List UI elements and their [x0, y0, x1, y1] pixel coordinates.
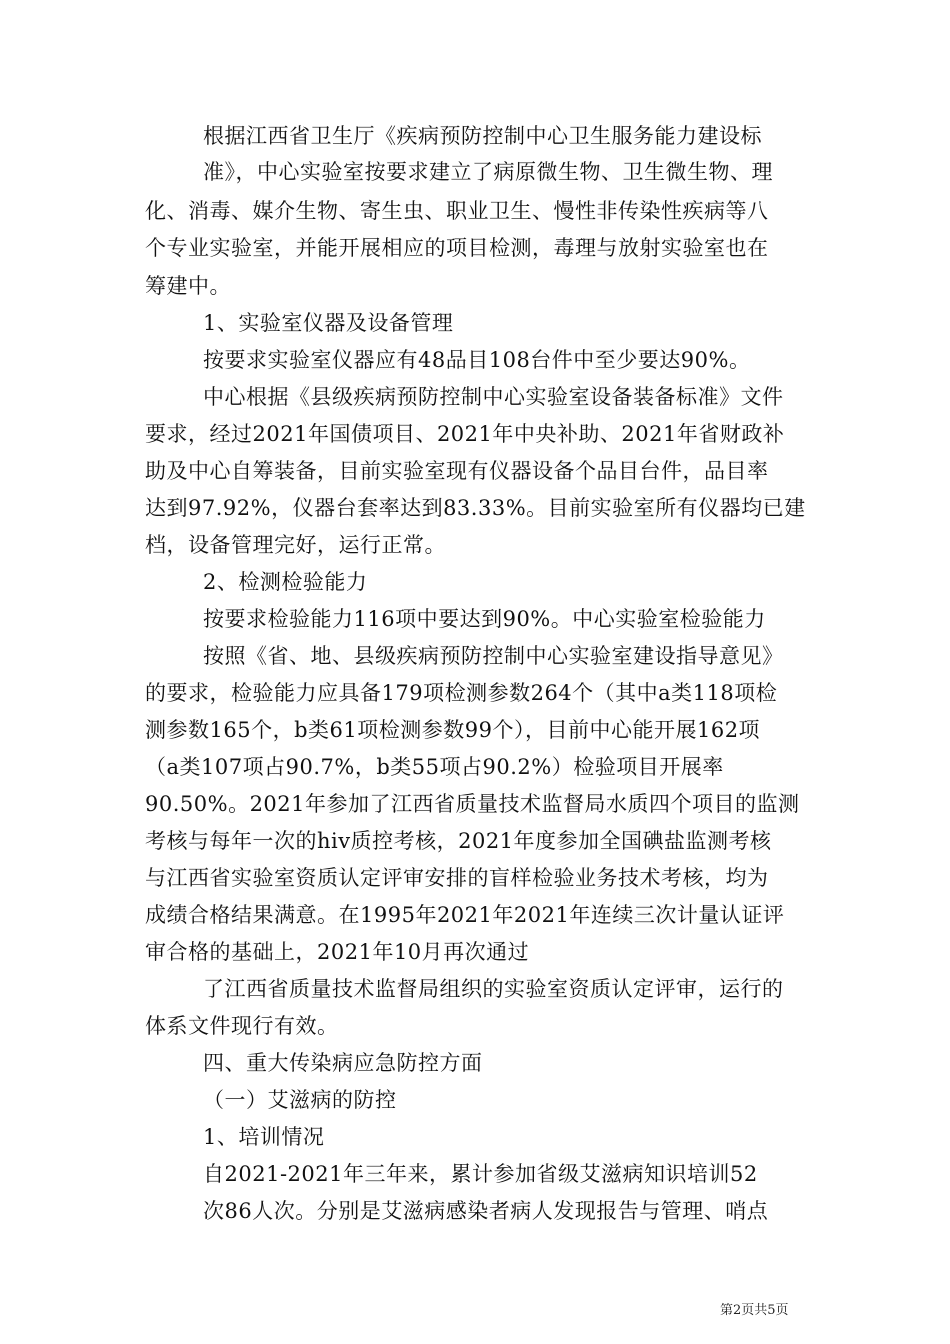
text-line: 审合格的基础上，2021年10月再次通过 [145, 940, 530, 964]
text-line: （a类107项占90.7%，b类55项占90.2%）检验项目开展率 [145, 755, 724, 779]
text-line: 的要求，检验能力应具备179项检测参数264个（其中a类118项检 [145, 681, 778, 705]
text-line: 与江西省实验室资质认定评审安排的盲样检验业务技术考核，均为 [145, 866, 769, 890]
text-line: 化、消毒、媒介生物、寄生虫、职业卫生、慢性非传染性疾病等八 [145, 199, 769, 223]
subsection-heading: （一）艾滋病的防控 [203, 1088, 397, 1112]
text-line: 考核与每年一次的hiv质控考核，2021年度参加全国碘盐监测考核 [145, 829, 772, 853]
text-line: 了江西省质量技术监督局组织的实验室资质认定评审，运行的 [203, 977, 784, 1001]
text-line: 筹建中。 [145, 274, 231, 298]
text-line: 自2021-2021年三年来，累计参加省级艾滋病知识培训52 [203, 1162, 758, 1186]
section-heading: 1、实验室仪器及设备管理 [203, 311, 454, 335]
page-number-footer: 第2页共5页 [720, 1303, 789, 1318]
text-line: 测参数165个，b类61项检测参数99个），目前中心能开展162项 [145, 718, 761, 742]
text-line: 中心根据《县级疾病预防控制中心实验室设备装备标准》文件 [203, 385, 784, 409]
text-line: 按要求实验室仪器应有48品目108台件中至少要达90%。 [203, 348, 751, 372]
text-line: 按要求检验能力116项中要达到90%。中心实验室检验能力 [203, 607, 766, 631]
text-line: 要求，经过2021年国债项目、2021年中央补助、2021年省财政补 [145, 422, 785, 446]
text-line: 准》，中心实验室按要求建立了病原微生物、卫生微生物、理 [203, 160, 773, 184]
text-line: 档，设备管理完好，运行正常。 [145, 533, 446, 557]
section-heading: 2、检测检验能力 [203, 570, 368, 594]
text-line: 根据江西省卫生厅《疾病预防控制中心卫生服务能力建设标 [203, 124, 762, 148]
section-heading: 四、重大传染病应急防控方面 [203, 1051, 483, 1075]
text-line: 助及中心自筹装备，目前实验室现有仪器设备个品目台件，品目率 [145, 459, 769, 483]
text-line: 达到97.92%，仪器台套率达到83.33%。目前实验室所有仪器均已建 [145, 496, 806, 520]
section-heading: 1、培训情况 [203, 1125, 325, 1149]
text-line: 按照《省、地、县级疾病预防控制中心实验室建设指导意见》 [203, 644, 784, 668]
text-line: 次86人次。分别是艾滋病感染者病人发现报告与管理、哨点 [203, 1199, 769, 1223]
text-line: 90.50%。2021年参加了江西省质量技术监督局水质四个项目的监测 [145, 792, 800, 816]
text-line: 个专业实验室，并能开展相应的项目检测，毒理与放射实验室也在 [145, 236, 769, 260]
text-line: 体系文件现行有效。 [145, 1014, 339, 1038]
text-line: 成绩合格结果满意。在1995年2021年2021年连续三次计量认证评 [145, 903, 785, 927]
